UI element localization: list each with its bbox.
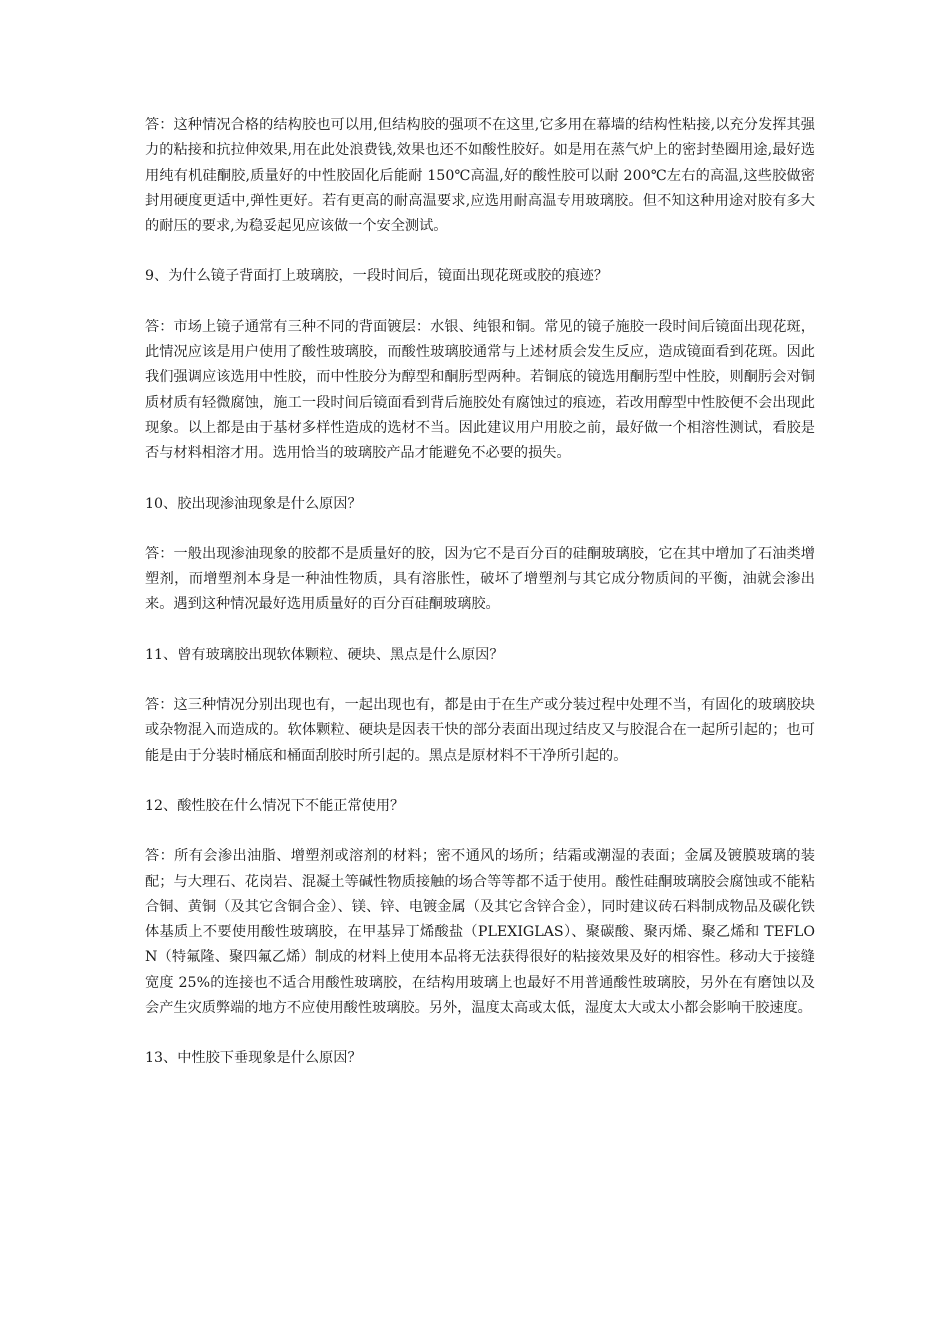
answer-paragraph: 答：市场上镜子通常有三种不同的背面镀层：水银、纯银和铜。常见的镜子施胶一段时间后镜面出现花斑，此情况应该是用户使用了酸性玻璃胶，而酸性玻璃胶通常与上述材质会发生反应，造成镜面看到花斑。因此我们强调应该选用中性胶，而中性胶分为醇型和酮肟型两种。若铜底的镜选用酮肟型中性胶，则酮肟会对铜质材质有轻微腐蚀，施工一段时间后镜面看到背后施胶处有腐蚀过的痕迹，若改用醇型中性胶便不会出现此现象。以上都是由于基材多样性造成的选材不当。因此建议用户用胶之前，最好做一个相溶性测试，看胶是否与材料相溶才用。选用恰当的玻璃胶产品才能避免不必要的损失。	[145, 318, 815, 462]
answer-paragraph: 答：一般出现渗油现象的胶都不是质量好的胶，因为它不是百分百的硅酮玻璃胶，它在其中增加了石油类增塑剂，而增塑剂本身是一种油性物质，具有溶胀性，破坏了增塑剂与其它成分物质间的平衡，油就会渗出来。遇到这种情况最好选用质量好的百分百硅酮玻璃胶。	[145, 545, 815, 613]
question-11-heading: 11、曾有玻璃胶出现软体颗粒、硬块、黑点是什么原因？	[145, 646, 504, 663]
answer-paragraph: 答：这种情况合格的结构胶也可以用,但结构胶的强项不在这里,它多用在幕墙的结构性粘接,以充分发挥其强力的粘接和抗拉伸效果,用在此处浪费钱,效果也还不如酸性胶好。如是用在蒸气炉上的密封垫圈用途,最好选用纯有机硅酮胶,质量好的中性胶固化后能耐 150℃高温,好的酸性胶可以耐 200℃左右的高温,这些胶做密封用硬度更适中,弹性更好。若有更高的耐高温要求,应选用耐高温专用玻璃胶。但不知这种用途对胶有多大的耐压的要求,为稳妥起见应该做一个安全测试。	[145, 117, 815, 235]
document-body	[145, 113, 815, 1072]
answer-paragraph: 答：所有会渗出油脂、增塑剂或溶剂的材料；密不通风的场所；结霜或潮湿的表面；金属及镀膜玻璃的装配；与大理石、花岗岩、混凝土等碱性物质接触的场合等等都不适于使用。酸性硅酮玻璃胶会腐蚀或不能粘合铜、黄铜（及其它含铜合金）、镁、锌、电镀金属（及其它含锌合金），同时建议砖石料制成物品及碳化铁体基质上不要使用酸性玻璃胶，在甲基异丁烯酸盐（PLEXIGLAS）、聚碳酸、聚丙烯、聚乙烯和 TEFLON（特氟隆、聚四氟乙烯）制成的材料上使用本品将无法获得很好的粘接效果及好的相容性。移动大于接缝宽度 25%的连接也不适合用酸性玻璃胶，在结构用玻璃上也最好不用普通酸性玻璃胶，另外在有磨蚀以及会产生灾质弊端的地方不应使用酸性玻璃胶。另外，温度太高或太低，湿度太大或太小都会影响干胶速度。	[145, 848, 815, 1017]
question-12-heading: 12、酸性胶在什么情况下不能正常使用？	[145, 797, 405, 814]
question-9-heading: 9、为什么镜子背面打上玻璃胶，一段时间后，镜面出现花斑或胶的痕迹？	[145, 268, 609, 285]
question-10-heading: 10、胶出现渗油现象是什么原因？	[145, 495, 362, 512]
answer-paragraph: 答：这三种情况分别出现也有，一起出现也有，都是由于在生产或分装过程中处理不当，有固化的玻璃胶块或杂物混入而造成的。软体颗粒、硬块是因表干快的部分表面出现过结皮又与胶混合在一起所引起的；也可能是由于分装时桶底和桶面刮胶时所引起的。黑点是原材料不干净所引起的。	[145, 697, 815, 764]
question-13-heading: 13、中性胶下垂现象是什么原因？	[145, 1050, 362, 1067]
